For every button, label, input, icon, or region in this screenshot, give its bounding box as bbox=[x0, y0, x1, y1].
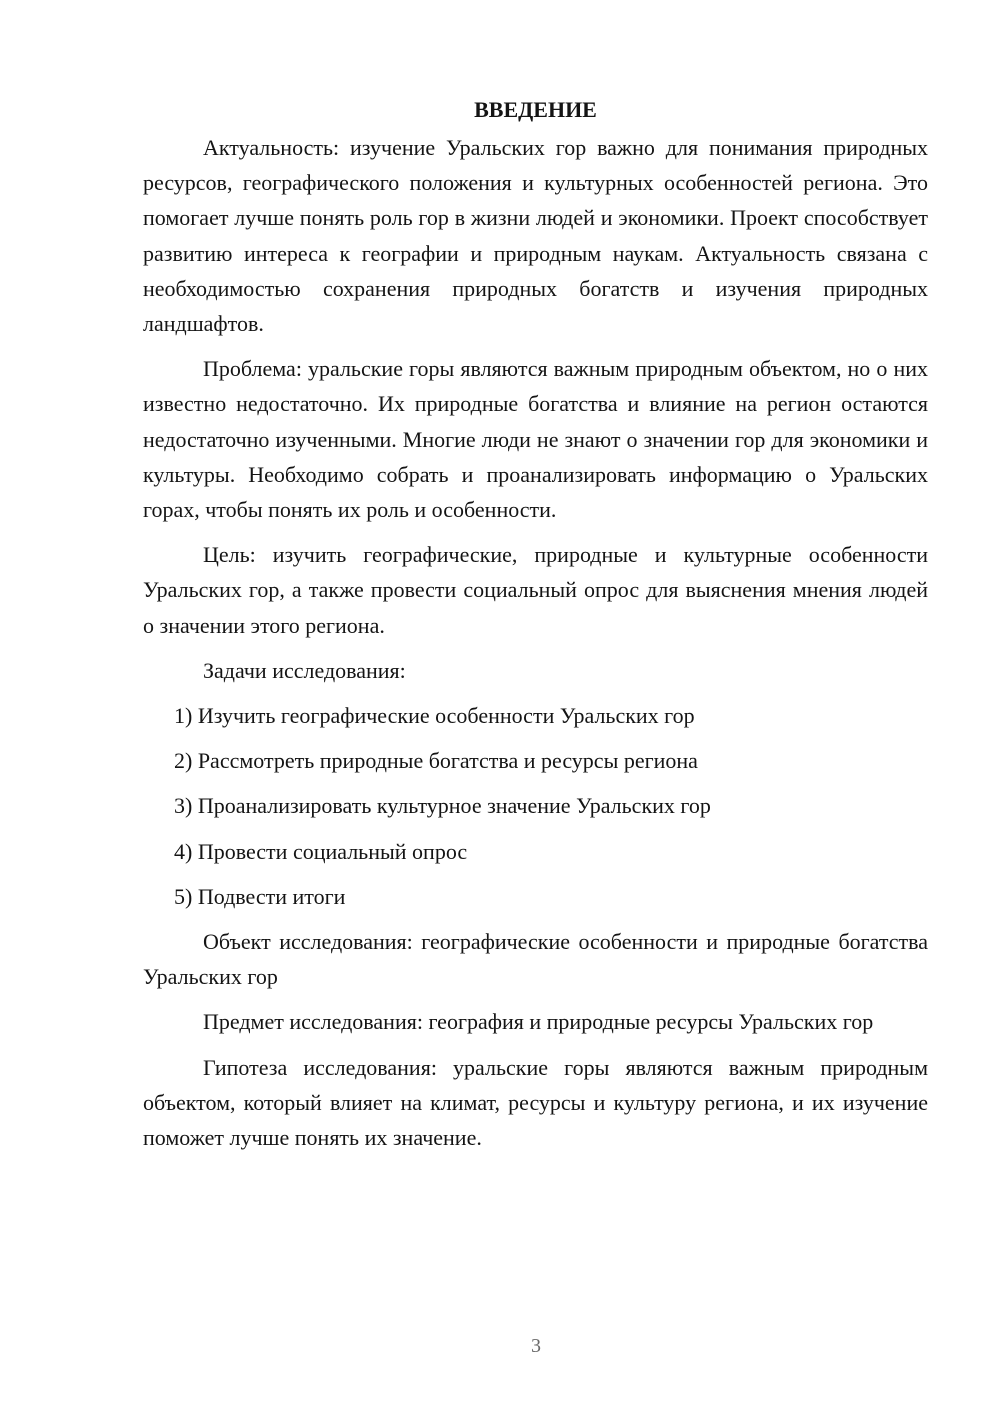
list-item: 1) Изучить географические особенности Уральских гор bbox=[174, 703, 695, 729]
list-item: 2) Рассмотреть природные богатства и ресурсы региона bbox=[174, 748, 698, 774]
tasks-list bbox=[143, 698, 928, 914]
list-item: 3) Проанализировать культурное значение Уральских гор bbox=[174, 793, 711, 819]
goal-paragraph: Цель: изучить географические, природные и культурные особенности Уральских гор, а также провести социальный опрос для выяснения мнения людей о значении этого региона. bbox=[143, 542, 928, 638]
page-number: 3 bbox=[531, 1335, 541, 1357]
page-title: ВВЕДЕНИЕ bbox=[474, 97, 597, 122]
hypothesis-paragraph: Гипотеза исследования: уральские горы являются важным природным объектом, который влияет на климат, ресурсы и культуру региона, и их изучение поможет лучше понять их значение. bbox=[143, 1054, 928, 1151]
subject-paragraph: Предмет исследования: география и природные ресурсы Уральских гор bbox=[203, 1009, 874, 1035]
list-item: 5) Подвести итоги bbox=[174, 883, 346, 909]
document-page bbox=[143, 92, 928, 1155]
list-item: 4) Провести социальный опрос bbox=[174, 838, 468, 864]
object-paragraph: Объект исследования: географические особенности и природные богатства Уральских гор bbox=[143, 929, 928, 990]
tasks-heading: Задачи исследования: bbox=[203, 657, 406, 683]
relevance-paragraph: Актуальность: изучение Уральских гор важно для понимания природных ресурсов, географического положения и культурных особенностей региона. Это помогает лучше понять роль гор в жизни людей и экономики. Проект способствует развитию интереса к географии и природным наукам. Актуальность связана с необходимостью сохранения природных богатств и изучения природных ландшафтов. bbox=[143, 135, 928, 337]
problem-paragraph: Проблема: уральские горы являются важным природным объектом, но о них известно недостаточно. Их природные богатства и влияние на регион остаются недостаточно изученными. Многие люди не знают о значении гор для экономики и культуры. Необходимо собрать и проанализировать информацию о Уральских горах, чтобы понять их роль и особенности. bbox=[143, 356, 928, 523]
